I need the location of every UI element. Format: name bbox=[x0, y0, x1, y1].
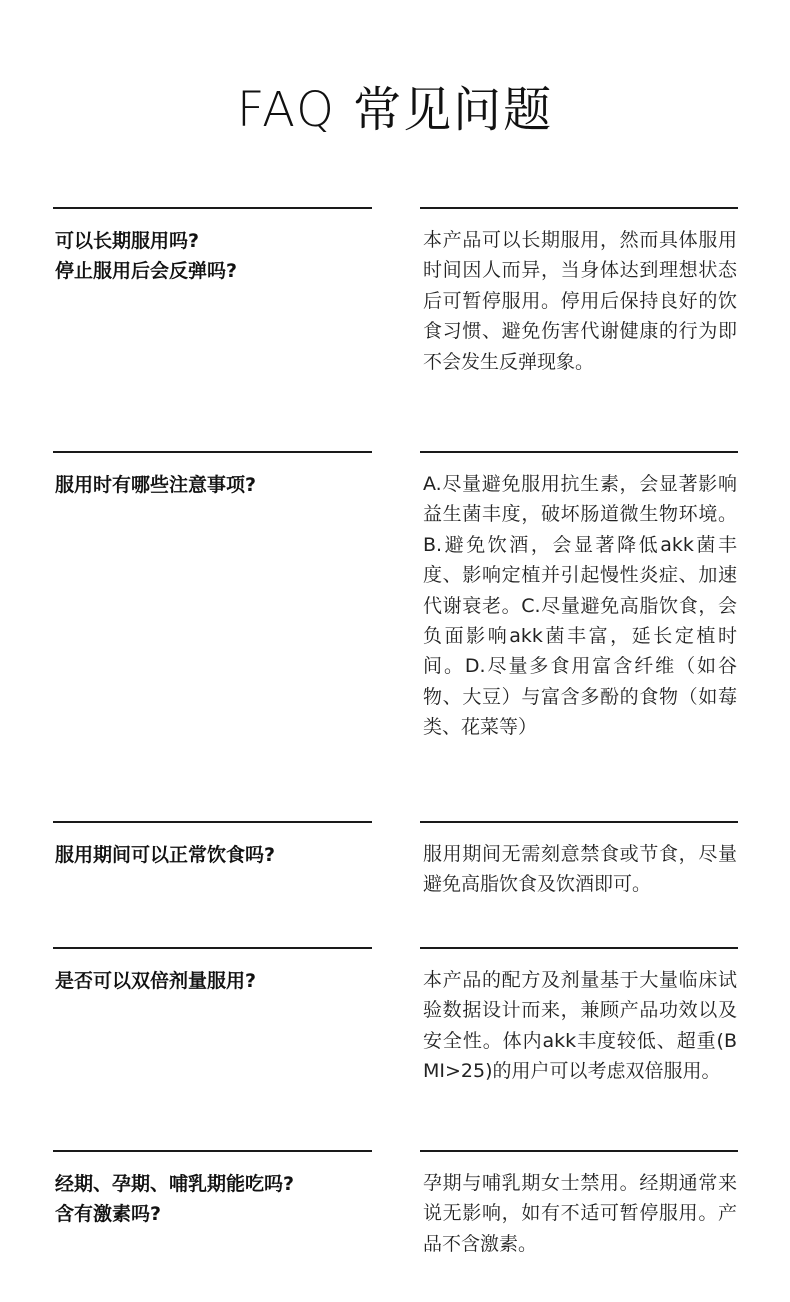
faq-answer: 孕期与哺乳期女士禁用。经期通常来说无影响，如有不适可暂停服用。产品不含激素。 bbox=[423, 1172, 737, 1255]
page-title: FAQ 常见问题 bbox=[236, 82, 554, 138]
answer-divider bbox=[420, 207, 738, 209]
faq-answer: 服用期间无需刻意禁食或节食，尽量避免高脂饮食及饮酒即可。 bbox=[423, 843, 737, 896]
faq-question: 服用期间可以正常饮食吗? bbox=[55, 844, 276, 866]
answer-divider bbox=[420, 947, 738, 949]
answer-divider bbox=[420, 821, 738, 823]
faq-question: 是否可以双倍剂量服用? bbox=[55, 970, 257, 992]
answer-divider bbox=[420, 1150, 738, 1152]
faq-answer: 本产品的配方及剂量基于大量临床试验数据设计而来，兼顾产品功效以及安全性。体内akk丰度较低、超重(BMI>25)的用户可以考虑双倍服用。 bbox=[423, 969, 737, 1083]
question-divider bbox=[53, 1150, 372, 1152]
faq-question: 服用时有哪些注意事项? bbox=[55, 474, 257, 496]
faq-answer: 本产品可以长期服用，然而具体服用时间因人而异，当身体达到理想状态后可暂停服用。停用后保持良好的饮食习惯、避免伤害代谢健康的行为即不会发生反弹现象。 bbox=[423, 229, 737, 373]
question-divider bbox=[53, 947, 372, 949]
faq-answer: A.尽量避免服用抗生素，会显著影响益生菌丰度，破坏肠道微生物环境。B.避免饮酒，会显著降低akk菌丰度、影响定植并引起慢性炎症、加速代谢衰老。C.尽量避免高脂饮食，会负面影响akk菌丰富，延长定植时间。D.尽量多食用富含纤维（如谷物、大豆）与富含多酚的食物（如莓类、花菜等） bbox=[423, 473, 737, 739]
question-divider bbox=[53, 821, 372, 823]
question-divider bbox=[53, 207, 372, 209]
faq-question: 经期、孕期、哺乳期能吃吗? 含有激素吗? bbox=[55, 1173, 295, 1225]
faq-question: 可以长期服用吗? 停止服用后会反弹吗? bbox=[55, 230, 238, 282]
question-divider bbox=[53, 451, 372, 453]
answer-divider bbox=[420, 451, 738, 453]
